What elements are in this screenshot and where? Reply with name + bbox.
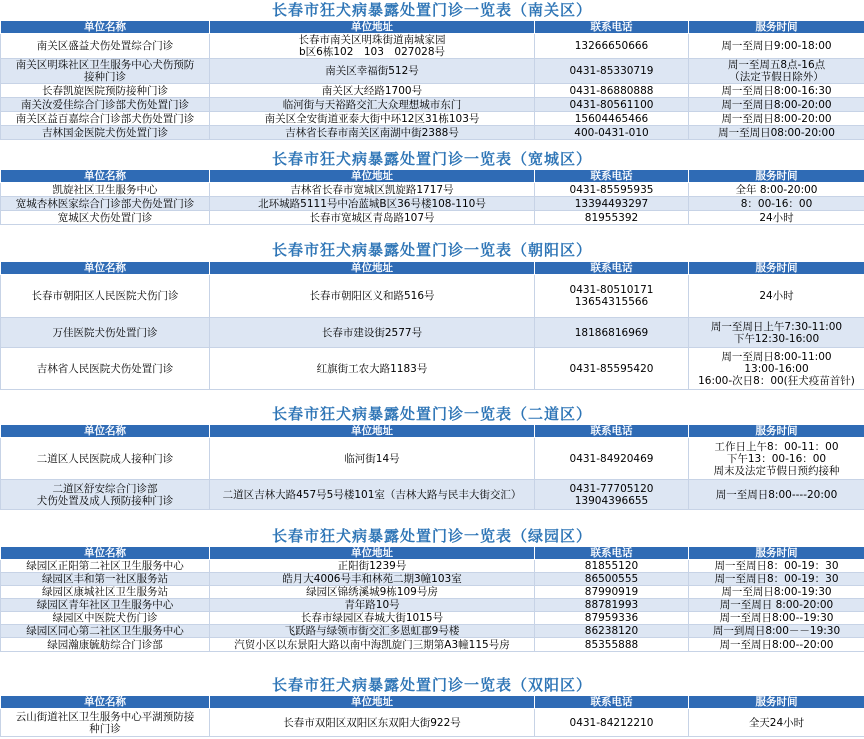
column-header: 联系电话	[535, 262, 689, 275]
clinic-name-line: 犬伤处置及成人预防接种门诊	[36, 494, 174, 507]
clinic-hours-line: 周末及法定节假日预约接种	[713, 464, 840, 477]
section-3	[0, 404, 864, 510]
clinic-address	[210, 625, 535, 638]
clinic-hours-line: 周一至周日8:00-19:30	[721, 586, 832, 598]
clinic-name-line: 绿园瀚康毓舫综合门诊部	[47, 638, 163, 651]
clinic-name	[1, 34, 210, 59]
header-row	[1, 262, 864, 275]
clinic-hours-line: 周一到周日8:00－－19:30	[712, 625, 841, 637]
column-header: 服务时间	[689, 547, 864, 560]
clinic-address-line: 长春市双阳区双阳区东双阳大街922号	[283, 716, 461, 729]
clinic-address-line: 红旗街工农大路1183号	[316, 362, 428, 375]
table-row	[1, 318, 864, 348]
clinic-phone	[535, 112, 689, 126]
clinic-phone-line: 0431-80510171	[569, 284, 654, 296]
column-header: 单位名称	[1, 21, 210, 34]
clinic-phone	[535, 98, 689, 112]
clinic-hours-line: 周一至周日8:00--20:00	[719, 638, 834, 651]
column-header: 单位名称	[1, 262, 210, 275]
clinic-phone	[535, 612, 689, 625]
clinic-phone-line: 0431-85595420	[569, 362, 654, 375]
clinic-address	[210, 84, 535, 98]
clinic-phone	[535, 126, 689, 140]
clinic-phone	[535, 573, 689, 586]
clinic-hours-line: 周一至周日8：00-19：30	[714, 573, 839, 585]
column-header: 联系电话	[535, 21, 689, 34]
clinic-name	[1, 480, 210, 510]
clinic-address	[210, 560, 535, 573]
table-row	[1, 211, 864, 225]
clinic-name-line: 长春市朝阳区人民医院犬伤门诊	[31, 290, 179, 302]
clinic-table	[0, 695, 864, 737]
clinic-name	[1, 586, 210, 599]
clinic-phone	[535, 638, 689, 652]
clinic-phone	[535, 183, 689, 197]
clinic-hours-line: 下午12:30-16:00	[733, 332, 820, 345]
table-row	[1, 275, 864, 318]
clinic-address-line: 长春市建设街2577号	[321, 326, 423, 339]
clinic-address	[210, 438, 535, 480]
section-1	[0, 150, 864, 225]
clinic-phone	[535, 709, 689, 737]
clinic-phone	[535, 34, 689, 59]
section-5	[0, 675, 864, 737]
clinic-hours	[689, 211, 864, 225]
clinic-phone-line: 81855120	[584, 560, 639, 572]
clinic-address	[210, 318, 535, 348]
clinic-name-line: 云山街道社区卫生服务中心平湖预防接	[15, 710, 195, 723]
column-header: 单位地址	[210, 262, 535, 275]
clinic-address	[210, 211, 535, 225]
clinic-hours	[689, 98, 864, 112]
table-row	[1, 638, 864, 652]
clinic-phone	[535, 84, 689, 98]
clinic-hours	[689, 112, 864, 126]
clinic-hours-line: 周一至周日8:00-20:00	[721, 112, 832, 125]
clinic-hours-line: 24小时	[759, 211, 794, 224]
clinic-phone-line: 85355888	[584, 638, 639, 651]
clinic-name	[1, 638, 210, 652]
header-row	[1, 696, 864, 709]
clinic-phone-line: 0431-80561100	[569, 98, 654, 111]
header-row	[1, 547, 864, 560]
clinic-name-line: 吉林省人民医院犬伤处置门诊	[36, 362, 174, 375]
clinic-address-line: 长春市宽城区青岛路107号	[309, 211, 435, 224]
clinic-address	[210, 197, 535, 211]
clinic-phone	[535, 586, 689, 599]
clinic-phone-line: 18186816969	[574, 326, 649, 339]
column-header: 单位地址	[210, 696, 535, 709]
column-header: 单位名称	[1, 425, 210, 438]
clinic-hours-line: 周一至周日8:00--19:30	[719, 612, 834, 624]
column-header: 单位名称	[1, 170, 210, 183]
clinic-address-line: 青年路10号	[344, 599, 400, 611]
clinic-hours-line: 下午13：00-16：00	[726, 452, 827, 465]
clinic-phone-line: 13904396655	[574, 494, 649, 507]
clinic-hours-line: 周一至周日9:00-18:00	[721, 40, 832, 52]
clinic-name	[1, 126, 210, 140]
clinic-name	[1, 183, 210, 197]
section-2	[0, 240, 864, 390]
clinic-phone-line: 13394493297	[574, 197, 649, 210]
section-4	[0, 526, 864, 652]
clinic-table	[0, 546, 864, 652]
clinic-phone-line: 87959336	[584, 612, 639, 624]
clinic-address-line: 长春市绿园区春城大街1015号	[300, 612, 444, 624]
clinic-name-line: 宽城杏林医家综合门诊部犬伤处置门诊	[15, 197, 195, 210]
clinic-hours-line: 周一至周日上午7:30-11:00	[710, 320, 843, 333]
clinic-hours	[689, 183, 864, 197]
section-title: 长春市狂犬病暴露处置门诊一览表（宽城区）	[271, 150, 592, 168]
clinic-phone-line: 13654315566	[574, 296, 649, 308]
clinic-name	[1, 197, 210, 211]
clinic-hours-line: 工作日上午8：00-11：00	[714, 440, 839, 453]
table-row	[1, 126, 864, 140]
table-row	[1, 709, 864, 737]
column-header: 服务时间	[689, 262, 864, 275]
table-row	[1, 197, 864, 211]
clinic-phone	[535, 480, 689, 510]
clinic-address-line: 正阳街1239号	[337, 560, 407, 572]
clinic-address	[210, 112, 535, 126]
section-title: 长春市狂犬病暴露处置门诊一览表（二道区）	[271, 405, 592, 423]
clinic-hours-line: 周一至周日8:00-16:30	[721, 84, 832, 97]
clinic-table	[0, 20, 864, 140]
clinic-hours	[689, 438, 864, 480]
clinic-address-line: 南关区大经路1700号	[321, 84, 423, 97]
column-header: 联系电话	[535, 170, 689, 183]
clinic-phone	[535, 197, 689, 211]
clinic-address-line: 南关区全安街道亚泰大街中环12区31栋103号	[264, 112, 480, 125]
clinic-hours-line: 周一至周日8：00-19：30	[714, 560, 839, 572]
column-header: 服务时间	[689, 425, 864, 438]
clinic-hours	[689, 275, 864, 318]
clinic-address-line: 临河街14号	[344, 452, 400, 465]
table-row	[1, 599, 864, 612]
clinic-hours-line: 13:00-16:00	[744, 362, 809, 375]
clinic-phone	[535, 625, 689, 638]
clinic-hours-line: 全天24小时	[748, 716, 805, 729]
clinic-name-line: 南关区益百嘉综合门诊部犬伤处置门诊	[15, 112, 195, 125]
clinic-hours	[689, 84, 864, 98]
clinic-address-line: 飞跃路与绿领市街交汇多恩虹郡9号楼	[284, 625, 460, 637]
clinic-hours-line: 周一至周日8:00-20:00	[721, 98, 832, 111]
clinic-hours-line: 24小时	[759, 290, 794, 302]
clinic-phone-line: 0431-84212210	[569, 716, 654, 729]
clinic-hours	[689, 197, 864, 211]
clinic-name	[1, 438, 210, 480]
clinic-phone-line: 0431-85595935	[569, 183, 654, 196]
table-row	[1, 560, 864, 573]
clinic-name-line: 凯旋社区卫生服务中心	[52, 183, 158, 196]
clinic-name-line: 长春凯旋医院预防接种门诊	[42, 84, 168, 97]
clinic-phone-line: 87990919	[584, 586, 639, 598]
clinic-hours	[689, 318, 864, 348]
clinic-hours-line: 周一至周日 8:00-20:00	[719, 599, 834, 611]
clinic-name	[1, 112, 210, 126]
clinic-name	[1, 625, 210, 638]
clinic-address-line: 南关区幸福街512号	[325, 65, 419, 77]
clinic-name	[1, 573, 210, 586]
clinic-address-line: 吉林省长春市宽城区凯旋路1717号	[290, 183, 454, 196]
clinic-name	[1, 348, 210, 390]
clinic-name-line: 二道区人民医院成人接种门诊	[36, 452, 174, 465]
clinic-hours	[689, 573, 864, 586]
clinic-address-line: 临河街与天裕路交汇大众理想城市东门	[282, 98, 462, 111]
clinic-phone	[535, 438, 689, 480]
table-row	[1, 586, 864, 599]
table-row	[1, 183, 864, 197]
clinic-address	[210, 573, 535, 586]
clinic-name-line: 南关区盛益犬伤处置综合门诊	[36, 40, 174, 52]
clinic-hours	[689, 709, 864, 737]
clinic-hours	[689, 599, 864, 612]
clinic-address-line: 长春市南关区明珠街道南城家园	[298, 34, 446, 46]
clinic-name	[1, 599, 210, 612]
clinic-phone	[535, 318, 689, 348]
clinic-address	[210, 126, 535, 140]
clinic-address	[210, 709, 535, 737]
header-row	[1, 21, 864, 34]
clinic-name	[1, 709, 210, 737]
clinic-address	[210, 59, 535, 84]
clinic-table	[0, 261, 864, 390]
clinic-name-line: 吉林国金医院犬伤处置门诊	[42, 126, 168, 139]
section-title: 长春市狂犬病暴露处置门诊一览表（南关区）	[271, 1, 592, 19]
clinic-address	[210, 34, 535, 59]
clinic-name	[1, 59, 210, 84]
clinic-hours-line: 周一至周日08:00-20:00	[718, 126, 835, 139]
column-header: 联系电话	[535, 425, 689, 438]
clinic-phone	[535, 59, 689, 84]
clinic-address	[210, 638, 535, 652]
table-row	[1, 573, 864, 586]
clinic-phone-line: 400-0431-010	[574, 126, 649, 139]
clinic-address	[210, 98, 535, 112]
clinic-name-line: 绿园区中医院犬伤门诊	[52, 612, 158, 624]
column-header: 单位地址	[210, 21, 535, 34]
clinic-hours-line: 16:00-次日8：00(狂犬疫苗首针)	[698, 374, 855, 387]
column-header: 服务时间	[689, 696, 864, 709]
column-header: 单位名称	[1, 696, 210, 709]
clinic-name-line: 绿园区正阳第二社区卫生服务中心	[26, 560, 184, 572]
column-header: 服务时间	[689, 170, 864, 183]
clinic-phone	[535, 599, 689, 612]
clinic-phone-line: 15604465466	[574, 112, 649, 125]
clinic-phone-line: 81955392	[584, 211, 639, 224]
clinic-name-line: 绿园区丰和第一社区服务站	[42, 573, 168, 585]
clinic-phone-line: 0431-86880888	[569, 84, 654, 97]
clinic-phone-line: 0431-85330719	[569, 65, 654, 77]
clinic-address-line: b区6栋102 103 027028号	[298, 46, 445, 58]
clinic-hours	[689, 348, 864, 390]
clinic-name	[1, 275, 210, 318]
clinic-name-line: 二道区舒安综合门诊部	[52, 482, 158, 495]
column-header: 联系电话	[535, 696, 689, 709]
clinic-phone	[535, 211, 689, 225]
section-title: 长春市狂犬病暴露处置门诊一览表（双阳区）	[271, 676, 592, 694]
table-row	[1, 59, 864, 84]
table-row	[1, 438, 864, 480]
table-row	[1, 480, 864, 510]
clinic-address-line: 长春市朝阳区义和路516号	[309, 290, 435, 302]
clinic-name-line: 南关区明珠社区卫生服务中心犬伤预防	[15, 59, 195, 71]
clinic-name-line: 绿园区同心第二社区卫生服务中心	[26, 625, 184, 637]
table-row	[1, 84, 864, 98]
clinic-hours	[689, 625, 864, 638]
clinic-address-line: 皓月大4006号丰和林苑二期3幢103室	[282, 573, 462, 585]
clinic-hours	[689, 612, 864, 625]
table-row	[1, 625, 864, 638]
clinic-hours-line: 周一至周五8点-16点	[727, 59, 826, 71]
column-header: 服务时间	[689, 21, 864, 34]
clinic-hours	[689, 480, 864, 510]
clinic-name	[1, 560, 210, 573]
clinic-address-line: 吉林省长春市南关区南湖中街2388号	[285, 126, 459, 139]
table-row	[1, 98, 864, 112]
section-title: 长春市狂犬病暴露处置门诊一览表（绿园区）	[271, 527, 592, 545]
clinic-phone	[535, 348, 689, 390]
clinic-hours	[689, 560, 864, 573]
clinic-phone-line: 86500555	[584, 573, 639, 585]
clinic-name-line: 绿园区康城社区卫生服务站	[42, 586, 168, 598]
table-row	[1, 348, 864, 390]
clinic-address	[210, 480, 535, 510]
clinic-name	[1, 318, 210, 348]
clinic-name-line: 种门诊	[89, 722, 121, 735]
clinic-name	[1, 98, 210, 112]
clinic-name	[1, 612, 210, 625]
clinic-address-line: 绿园区锦绣溪城9栋109号房	[306, 586, 438, 598]
clinic-address	[210, 183, 535, 197]
clinic-table	[0, 424, 864, 510]
clinic-hours	[689, 34, 864, 59]
clinic-address-line: 北环城路5111号中冶蓝城B区36号楼108-110号	[258, 197, 486, 210]
clinic-address	[210, 599, 535, 612]
clinic-name	[1, 84, 210, 98]
clinic-address	[210, 348, 535, 390]
clinic-address-line: 汽贸小区以东景阳大路以南中海凯旋门三期第A3幢115号房	[234, 638, 510, 651]
column-header: 单位地址	[210, 425, 535, 438]
clinic-phone-line: 88781993	[584, 599, 639, 611]
clinic-address	[210, 586, 535, 599]
clinic-phone-line: 0431-77705120	[569, 482, 654, 495]
clinic-hours-line: 周一至周日8:00-11:00	[721, 350, 832, 363]
clinic-hours-line: 8：00-16：00	[740, 197, 813, 210]
header-row	[1, 170, 864, 183]
clinic-name-line: 南关汝爱佳综合门诊部犬伤处置门诊	[21, 98, 189, 111]
clinic-name-line: 宽城区犬伤处置门诊	[57, 211, 153, 224]
clinic-hours-line: 周一至周日8:00----20:00	[715, 488, 838, 501]
clinic-phone-line: 0431-84920469	[569, 452, 654, 465]
clinic-name-line: 万佳医院犬伤处置门诊	[52, 326, 158, 339]
header-row	[1, 425, 864, 438]
clinic-hours-line: 全年 8:00-20:00	[735, 183, 818, 196]
clinic-address-line: 二道区吉林大路457号5号楼101室（吉林大路与民丰大街交汇）	[222, 488, 522, 501]
clinic-name	[1, 211, 210, 225]
section-title: 长春市狂犬病暴露处置门诊一览表（朝阳区）	[271, 241, 592, 259]
section-0	[0, 0, 864, 140]
clinic-hours	[689, 586, 864, 599]
column-header: 单位地址	[210, 170, 535, 183]
clinic-phone-line: 86238120	[584, 625, 639, 637]
clinic-hours	[689, 126, 864, 140]
table-row	[1, 112, 864, 126]
clinic-address	[210, 275, 535, 318]
clinic-name-line: 接种门诊	[84, 71, 126, 83]
table-row	[1, 34, 864, 59]
column-header: 单位地址	[210, 547, 535, 560]
clinic-phone	[535, 560, 689, 573]
clinic-hours	[689, 59, 864, 84]
clinic-phone-line: 13266650666	[574, 40, 649, 52]
column-header: 单位名称	[1, 547, 210, 560]
table-row	[1, 612, 864, 625]
clinic-name-line: 绿园区青年社区卫生服务中心	[36, 599, 174, 611]
column-header: 联系电话	[535, 547, 689, 560]
clinic-hours	[689, 638, 864, 652]
clinic-address	[210, 612, 535, 625]
clinic-table	[0, 169, 864, 225]
clinic-hours-line: （法定节假日除外）	[729, 71, 824, 83]
clinic-phone	[535, 275, 689, 318]
